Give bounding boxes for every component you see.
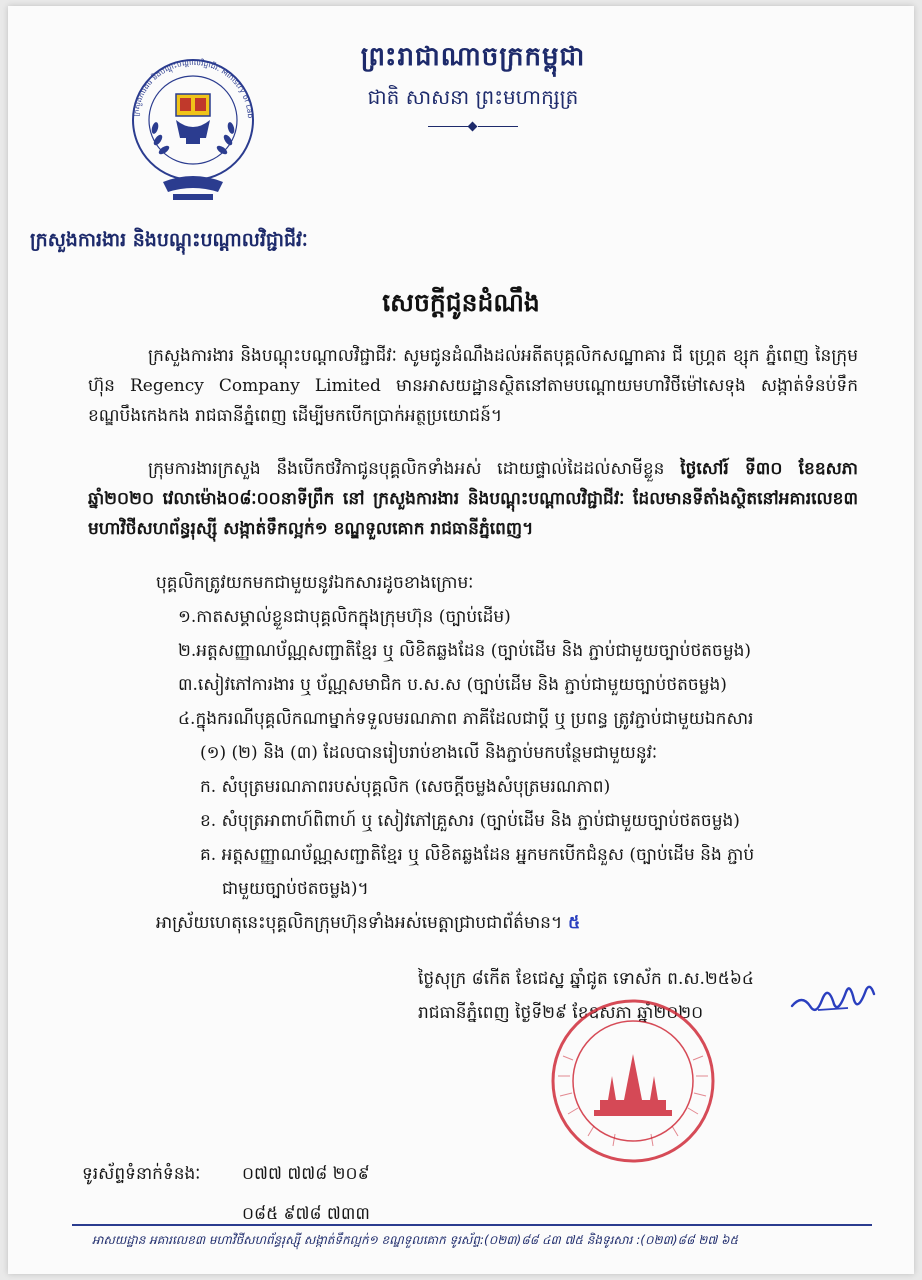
footer-address: អាសយដ្ឋាន អគារលេខ៣ មហាវិថីសហព័ន្ធរុស្ស៊ី សង្កាត់ទឹកល្អក់១ ខណ្ឌទួលគោក ទូរស័ព្ទ:(០២៣)៨៨ ៤៣ ៧៥ និងទូរសារ :(០២៣)៨៨ ២៧ ៦៥	[92, 1233, 739, 1247]
paragraph-2-date-location: ថ្ងៃសៅរ៍ ទី៣០ ខែឧសភា ឆ្នាំ២០២០ វេលាម៉ោង០៨ៈ០០នាទីព្រឹក នៅ ក្រសួងការងារ និងបណ្តុះបណ្តាលវិជ្ជាជីវៈ ដែលមានទីតាំងស្ថិតនៅអគារលេខ៣ មហាវិថីសហព័ន្ធរុស្ស៊ី សង្កាត់ទឹកល្អក់១ ខណ្ឌទួលគោក រាជធានីភ្នំពេញ។	[88, 459, 858, 539]
required-documents-list	[156, 566, 866, 906]
footer-divider	[72, 1224, 872, 1226]
closing-text: អាស្រ័យហេតុនេះបុគ្គលិកក្រុមហ៊ុនទាំងអស់មេត្តាជ្រាបជាព័ត៌មាន។	[156, 913, 563, 933]
contact-block	[82, 1154, 370, 1224]
national-motto: ជាតិ សាសនា ព្រះមហាក្សត្រ	[367, 85, 579, 109]
signature-scribble-icon	[788, 970, 878, 1030]
list-item: ២.អត្តសញ្ញាណប័ណ្ណសញ្ជាតិខ្មែរ ឬ លិខិតឆ្លងដែន (ច្បាប់ដើម និង ភ្ជាប់ជាមួយច្បាប់ថតចម្លង)	[178, 641, 752, 661]
official-stamp	[528, 996, 738, 1166]
ministry-logo	[118, 42, 268, 212]
paragraph-2-text: ក្រុមការងារក្រសួង នឹងបើកថវិកាជូនបុគ្គលិកទាំងអស់ ដោយផ្ទាល់ដៃដល់សាមីខ្លួន	[148, 459, 681, 479]
header-ornament	[428, 122, 518, 132]
sub-list-item: ខ. សំបុត្រអាពាហ៍ពិពាហ៍ ឬ សៀវភៅគ្រួសារ (ច្បាប់ដើម និង ភ្ជាប់ជាមួយច្បាប់ថតចម្លង)	[200, 811, 740, 831]
handwritten-mark: ៥	[568, 913, 581, 933]
sub-list-item: ក. សំបុត្រមរណភាពរបស់បុគ្គលិក (សេចក្តីចម្លងសំបុត្រមរណភាព)	[200, 777, 611, 797]
list-item-continuation: (១) (២) និង (៣) ដែលបានរៀបរាប់ខាងលើ និងភ្ជាប់មកបន្ថែមជាមួយនូវៈ	[200, 743, 658, 763]
list-intro: បុគ្គលិកត្រូវយកមកជាមួយនូវឯកសារដូចខាងក្រោមៈ	[156, 573, 474, 593]
sub-list-item-continuation: ជាមួយច្បាប់ថតចម្លង)។	[222, 879, 369, 899]
contact-number: ០៧៧ ៧៧៨ ២០៩	[242, 1164, 370, 1184]
document-page	[8, 6, 914, 1274]
paragraph-1: ក្រសួងការងារ និងបណ្តុះបណ្តាលវិជ្ជាជីវៈ សូមជូនដំណឹងដល់អតីតបុគ្គលិកសណ្ឋាគារ ជី ហ្រ្គេត ខ្សុក ភ្នំពេញ នៃក្រុមហ៊ុន Regency Company Limited មានអាសយដ្ឋានស្ថិតនៅតាមបណ្តោយមហាវិថីម៉ៅសេទុង សង្កាត់ទំនប់ទឹក ខណ្ឌបឹងកេងកង រាជធានីភ្នំពេញ ដើម្បីមកបើកប្រាក់អត្ថប្រយោជន៍។	[88, 346, 858, 426]
stamp-seal-icon	[528, 996, 738, 1166]
logo-emblem-icon	[118, 42, 268, 212]
solar-date: រាជធានីភ្នំពេញ ថ្ងៃទី២៩ ខែឧសភា ឆ្នាំ២០២០	[418, 1003, 704, 1023]
paragraph-2	[88, 454, 858, 544]
kingdom-title: ព្រះរាជាណាចក្រកម្ពុជា	[360, 42, 586, 72]
ministry-name: ក្រសួងការងារ និងបណ្តុះបណ្តាលវិជ្ជាជីវៈ	[30, 229, 308, 251]
contact-number: ០៨៥ ៩៧៨ ៧៣៣	[242, 1204, 370, 1224]
national-header	[308, 40, 638, 132]
lunar-date: ថ្ងៃសុក្រ ៨កើត ខែជេស្ឋ ឆ្នាំជូត ទោស័ក ព.ស.២៥៦៤	[418, 969, 754, 989]
contact-label: ទូរស័ព្ទទំនាក់ទំនងៈ	[82, 1164, 201, 1184]
notice-title: សេចក្តីជូនដំណឹង	[382, 288, 540, 317]
logo-arc-text: ក្រសួងការងារ និងបណ្តុះបណ្តាលវិជ្ជាជីវៈ Ministry of Lab	[131, 57, 256, 119]
list-item: ១.កាតសម្គាល់ខ្លួនជាបុគ្គលិកក្នុងក្រុមហ៊ុន (ច្បាប់ដើម)	[178, 607, 511, 627]
list-item: ៤.ក្នុងករណីបុគ្គលិកណាម្នាក់ទទួលមរណភាព ភាគីដែលជាប្តី ឬ ប្រពន្ធ ត្រូវភ្ជាប់ជាមួយឯកសារ	[178, 709, 754, 729]
sub-list-item: គ. អត្តសញ្ញាណប័ណ្ណសញ្ជាតិខ្មែរ ឬ លិខិតឆ្លងដែន អ្នកមកបើកជំនួស (ច្បាប់ដើម និង ភ្ជាប់	[200, 845, 755, 865]
list-item: ៣.សៀវភៅការងារ ឬ ប័ណ្ណសមាជិក ប.ស.ស (ច្បាប់ដើម និង ភ្ជាប់ជាមួយច្បាប់ថតចម្លង)	[178, 675, 727, 695]
closing-line	[156, 912, 580, 937]
signature	[788, 970, 878, 1030]
